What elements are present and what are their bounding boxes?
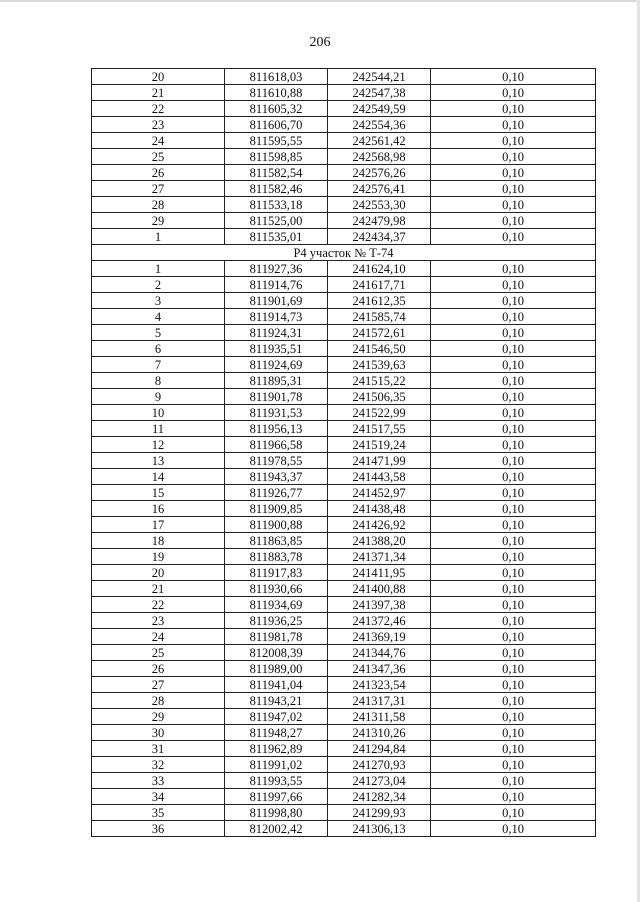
point-number-cell: 30 (92, 725, 225, 741)
x-coordinate-cell: 811598,85 (225, 149, 328, 165)
x-coordinate-cell: 811606,70 (225, 117, 328, 133)
table-row (92, 597, 596, 613)
x-coordinate-cell: 811927,36 (225, 261, 328, 277)
point-number-cell: 35 (92, 805, 225, 821)
x-coordinate-cell: 811943,21 (225, 693, 328, 709)
table-row (92, 581, 596, 597)
point-number-cell: 28 (92, 693, 225, 709)
point-number-cell: 6 (92, 341, 225, 357)
point-number-cell: 22 (92, 101, 225, 117)
accuracy-cell: 0,10 (431, 757, 596, 773)
x-coordinate-cell: 811947,02 (225, 709, 328, 725)
point-number-cell: 7 (92, 357, 225, 373)
table-row (92, 133, 596, 149)
accuracy-cell: 0,10 (431, 101, 596, 117)
x-coordinate-cell: 811883,78 (225, 549, 328, 565)
section-header-row (92, 245, 596, 261)
table-row (92, 181, 596, 197)
accuracy-cell: 0,10 (431, 453, 596, 469)
x-coordinate-cell: 811535,01 (225, 229, 328, 245)
accuracy-cell: 0,10 (431, 597, 596, 613)
point-number-cell: 25 (92, 149, 225, 165)
y-coordinate-cell: 242547,38 (328, 85, 431, 101)
table-row (92, 613, 596, 629)
x-coordinate-cell: 811901,69 (225, 293, 328, 309)
accuracy-cell: 0,10 (431, 197, 596, 213)
table-row (92, 453, 596, 469)
scan-edge-top (0, 0, 640, 2)
y-coordinate-cell: 241347,36 (328, 661, 431, 677)
x-coordinate-cell: 811525,00 (225, 213, 328, 229)
y-coordinate-cell: 242568,98 (328, 149, 431, 165)
accuracy-cell: 0,10 (431, 661, 596, 677)
point-number-cell: 28 (92, 197, 225, 213)
x-coordinate-cell: 811966,58 (225, 437, 328, 453)
y-coordinate-cell: 242554,36 (328, 117, 431, 133)
x-coordinate-cell: 811533,18 (225, 197, 328, 213)
table-row (92, 309, 596, 325)
point-number-cell: 14 (92, 469, 225, 485)
point-number-cell: 31 (92, 741, 225, 757)
table-row (92, 69, 596, 85)
y-coordinate-cell: 241506,35 (328, 389, 431, 405)
table-row (92, 629, 596, 645)
accuracy-cell: 0,10 (431, 805, 596, 821)
point-number-cell: 24 (92, 629, 225, 645)
x-coordinate-cell: 811917,83 (225, 565, 328, 581)
y-coordinate-cell: 241372,46 (328, 613, 431, 629)
table-row (92, 229, 596, 245)
table-row (92, 549, 596, 565)
point-number-cell: 18 (92, 533, 225, 549)
x-coordinate-cell: 811901,78 (225, 389, 328, 405)
x-coordinate-cell: 811956,13 (225, 421, 328, 437)
y-coordinate-cell: 241452,97 (328, 485, 431, 501)
y-coordinate-cell: 241585,74 (328, 309, 431, 325)
y-coordinate-cell: 241299,93 (328, 805, 431, 821)
table-row (92, 341, 596, 357)
accuracy-cell: 0,10 (431, 325, 596, 341)
point-number-cell: 15 (92, 485, 225, 501)
table-row (92, 373, 596, 389)
point-number-cell: 32 (92, 757, 225, 773)
accuracy-cell: 0,10 (431, 277, 596, 293)
table-row (92, 213, 596, 229)
table-row (92, 261, 596, 277)
point-number-cell: 29 (92, 213, 225, 229)
x-coordinate-cell: 811936,25 (225, 613, 328, 629)
x-coordinate-cell: 811610,88 (225, 85, 328, 101)
x-coordinate-cell: 811582,46 (225, 181, 328, 197)
table-row (92, 437, 596, 453)
x-coordinate-cell: 811914,73 (225, 309, 328, 325)
table-row (92, 693, 596, 709)
accuracy-cell: 0,10 (431, 693, 596, 709)
x-coordinate-cell: 811962,89 (225, 741, 328, 757)
accuracy-cell: 0,10 (431, 725, 596, 741)
table-row (92, 277, 596, 293)
y-coordinate-cell: 241438,48 (328, 501, 431, 517)
y-coordinate-cell: 241546,50 (328, 341, 431, 357)
x-coordinate-cell: 811605,32 (225, 101, 328, 117)
x-coordinate-cell: 811895,31 (225, 373, 328, 389)
point-number-cell: 12 (92, 437, 225, 453)
table-row (92, 469, 596, 485)
coordinates-table-body (92, 69, 596, 837)
table-row (92, 149, 596, 165)
point-number-cell: 29 (92, 709, 225, 725)
accuracy-cell: 0,10 (431, 629, 596, 645)
table-row (92, 565, 596, 581)
y-coordinate-cell: 241443,58 (328, 469, 431, 485)
x-coordinate-cell: 811948,27 (225, 725, 328, 741)
point-number-cell: 5 (92, 325, 225, 341)
y-coordinate-cell: 241369,19 (328, 629, 431, 645)
point-number-cell: 24 (92, 133, 225, 149)
accuracy-cell: 0,10 (431, 261, 596, 277)
x-coordinate-cell: 811909,85 (225, 501, 328, 517)
y-coordinate-cell: 241400,88 (328, 581, 431, 597)
y-coordinate-cell: 241522,99 (328, 405, 431, 421)
point-number-cell: 25 (92, 645, 225, 661)
y-coordinate-cell: 242553,30 (328, 197, 431, 213)
table-row (92, 357, 596, 373)
y-coordinate-cell: 241397,38 (328, 597, 431, 613)
accuracy-cell: 0,10 (431, 213, 596, 229)
table-row (92, 517, 596, 533)
x-coordinate-cell: 811941,04 (225, 677, 328, 693)
point-number-cell: 34 (92, 789, 225, 805)
accuracy-cell: 0,10 (431, 533, 596, 549)
point-number-cell: 2 (92, 277, 225, 293)
x-coordinate-cell: 811981,78 (225, 629, 328, 645)
accuracy-cell: 0,10 (431, 85, 596, 101)
y-coordinate-cell: 242576,41 (328, 181, 431, 197)
point-number-cell: 23 (92, 117, 225, 133)
point-number-cell: 27 (92, 677, 225, 693)
accuracy-cell: 0,10 (431, 389, 596, 405)
table-row (92, 501, 596, 517)
x-coordinate-cell: 812002,42 (225, 821, 328, 837)
accuracy-cell: 0,10 (431, 357, 596, 373)
table-row (92, 709, 596, 725)
y-coordinate-cell: 241317,31 (328, 693, 431, 709)
y-coordinate-cell: 241306,13 (328, 821, 431, 837)
point-number-cell: 20 (92, 69, 225, 85)
y-coordinate-cell: 242549,59 (328, 101, 431, 117)
point-number-cell: 3 (92, 293, 225, 309)
accuracy-cell: 0,10 (431, 117, 596, 133)
point-number-cell: 36 (92, 821, 225, 837)
y-coordinate-cell: 241323,54 (328, 677, 431, 693)
accuracy-cell: 0,10 (431, 501, 596, 517)
point-number-cell: 17 (92, 517, 225, 533)
point-number-cell: 8 (92, 373, 225, 389)
section-title: Р4 участок № Т-74 (92, 245, 596, 261)
y-coordinate-cell: 242576,26 (328, 165, 431, 181)
y-coordinate-cell: 241517,55 (328, 421, 431, 437)
point-number-cell: 33 (92, 773, 225, 789)
table-row (92, 741, 596, 757)
coordinates-table (91, 68, 596, 837)
point-number-cell: 20 (92, 565, 225, 581)
point-number-cell: 13 (92, 453, 225, 469)
x-coordinate-cell: 811924,69 (225, 357, 328, 373)
x-coordinate-cell: 811914,76 (225, 277, 328, 293)
accuracy-cell: 0,10 (431, 565, 596, 581)
accuracy-cell: 0,10 (431, 69, 596, 85)
x-coordinate-cell: 811595,55 (225, 133, 328, 149)
accuracy-cell: 0,10 (431, 677, 596, 693)
y-coordinate-cell: 241612,35 (328, 293, 431, 309)
y-coordinate-cell: 241310,26 (328, 725, 431, 741)
accuracy-cell: 0,10 (431, 709, 596, 725)
table-row (92, 389, 596, 405)
y-coordinate-cell: 241617,71 (328, 277, 431, 293)
x-coordinate-cell: 811993,55 (225, 773, 328, 789)
accuracy-cell: 0,10 (431, 181, 596, 197)
x-coordinate-cell: 811924,31 (225, 325, 328, 341)
y-coordinate-cell: 242561,42 (328, 133, 431, 149)
x-coordinate-cell: 811582,54 (225, 165, 328, 181)
accuracy-cell: 0,10 (431, 469, 596, 485)
x-coordinate-cell: 811934,69 (225, 597, 328, 613)
x-coordinate-cell: 811943,37 (225, 469, 328, 485)
y-coordinate-cell: 241515,22 (328, 373, 431, 389)
point-number-cell: 19 (92, 549, 225, 565)
accuracy-cell: 0,10 (431, 229, 596, 245)
x-coordinate-cell: 811863,85 (225, 533, 328, 549)
x-coordinate-cell: 811926,77 (225, 485, 328, 501)
y-coordinate-cell: 241388,20 (328, 533, 431, 549)
y-coordinate-cell: 241426,92 (328, 517, 431, 533)
accuracy-cell: 0,10 (431, 517, 596, 533)
accuracy-cell: 0,10 (431, 613, 596, 629)
page-number: 206 (309, 35, 331, 50)
y-coordinate-cell: 241273,04 (328, 773, 431, 789)
y-coordinate-cell: 241624,10 (328, 261, 431, 277)
table-row (92, 757, 596, 773)
accuracy-cell: 0,10 (431, 485, 596, 501)
accuracy-cell: 0,10 (431, 741, 596, 757)
table-row (92, 533, 596, 549)
y-coordinate-cell: 241411,95 (328, 565, 431, 581)
y-coordinate-cell: 242434,37 (328, 229, 431, 245)
accuracy-cell: 0,10 (431, 549, 596, 565)
point-number-cell: 27 (92, 181, 225, 197)
accuracy-cell: 0,10 (431, 405, 596, 421)
point-number-cell: 1 (92, 261, 225, 277)
accuracy-cell: 0,10 (431, 581, 596, 597)
table-row (92, 645, 596, 661)
table-row (92, 117, 596, 133)
point-number-cell: 9 (92, 389, 225, 405)
y-coordinate-cell: 241294,84 (328, 741, 431, 757)
table-row (92, 405, 596, 421)
x-coordinate-cell: 811618,03 (225, 69, 328, 85)
y-coordinate-cell: 241270,93 (328, 757, 431, 773)
table-row (92, 485, 596, 501)
y-coordinate-cell: 241572,61 (328, 325, 431, 341)
accuracy-cell: 0,10 (431, 773, 596, 789)
table-row (92, 773, 596, 789)
accuracy-cell: 0,10 (431, 133, 596, 149)
accuracy-cell: 0,10 (431, 437, 596, 453)
point-number-cell: 11 (92, 421, 225, 437)
point-number-cell: 26 (92, 165, 225, 181)
table-row (92, 821, 596, 837)
accuracy-cell: 0,10 (431, 293, 596, 309)
point-number-cell: 21 (92, 85, 225, 101)
point-number-cell: 4 (92, 309, 225, 325)
accuracy-cell: 0,10 (431, 789, 596, 805)
y-coordinate-cell: 241344,76 (328, 645, 431, 661)
point-number-cell: 22 (92, 597, 225, 613)
y-coordinate-cell: 241471,99 (328, 453, 431, 469)
point-number-cell: 26 (92, 661, 225, 677)
y-coordinate-cell: 242479,98 (328, 213, 431, 229)
x-coordinate-cell: 811930,66 (225, 581, 328, 597)
x-coordinate-cell: 811900,88 (225, 517, 328, 533)
point-number-cell: 21 (92, 581, 225, 597)
point-number-cell: 16 (92, 501, 225, 517)
x-coordinate-cell: 811931,53 (225, 405, 328, 421)
table-row (92, 85, 596, 101)
table-row (92, 789, 596, 805)
y-coordinate-cell: 241282,34 (328, 789, 431, 805)
point-number-cell: 10 (92, 405, 225, 421)
accuracy-cell: 0,10 (431, 149, 596, 165)
table-row (92, 421, 596, 437)
accuracy-cell: 0,10 (431, 341, 596, 357)
table-row (92, 101, 596, 117)
x-coordinate-cell: 811998,80 (225, 805, 328, 821)
table-row (92, 725, 596, 741)
table-row (92, 677, 596, 693)
y-coordinate-cell: 241371,34 (328, 549, 431, 565)
y-coordinate-cell: 242544,21 (328, 69, 431, 85)
table-row (92, 325, 596, 341)
accuracy-cell: 0,10 (431, 821, 596, 837)
y-coordinate-cell: 241539,63 (328, 357, 431, 373)
accuracy-cell: 0,10 (431, 165, 596, 181)
point-number-cell: 23 (92, 613, 225, 629)
x-coordinate-cell: 811935,51 (225, 341, 328, 357)
accuracy-cell: 0,10 (431, 309, 596, 325)
table-row (92, 165, 596, 181)
point-number-cell: 1 (92, 229, 225, 245)
accuracy-cell: 0,10 (431, 373, 596, 389)
y-coordinate-cell: 241311,58 (328, 709, 431, 725)
x-coordinate-cell: 811989,00 (225, 661, 328, 677)
table-row (92, 197, 596, 213)
table-row (92, 661, 596, 677)
x-coordinate-cell: 811997,66 (225, 789, 328, 805)
accuracy-cell: 0,10 (431, 421, 596, 437)
x-coordinate-cell: 812008,39 (225, 645, 328, 661)
table-row (92, 805, 596, 821)
x-coordinate-cell: 811978,55 (225, 453, 328, 469)
y-coordinate-cell: 241519,24 (328, 437, 431, 453)
accuracy-cell: 0,10 (431, 645, 596, 661)
table-row (92, 293, 596, 309)
x-coordinate-cell: 811991,02 (225, 757, 328, 773)
